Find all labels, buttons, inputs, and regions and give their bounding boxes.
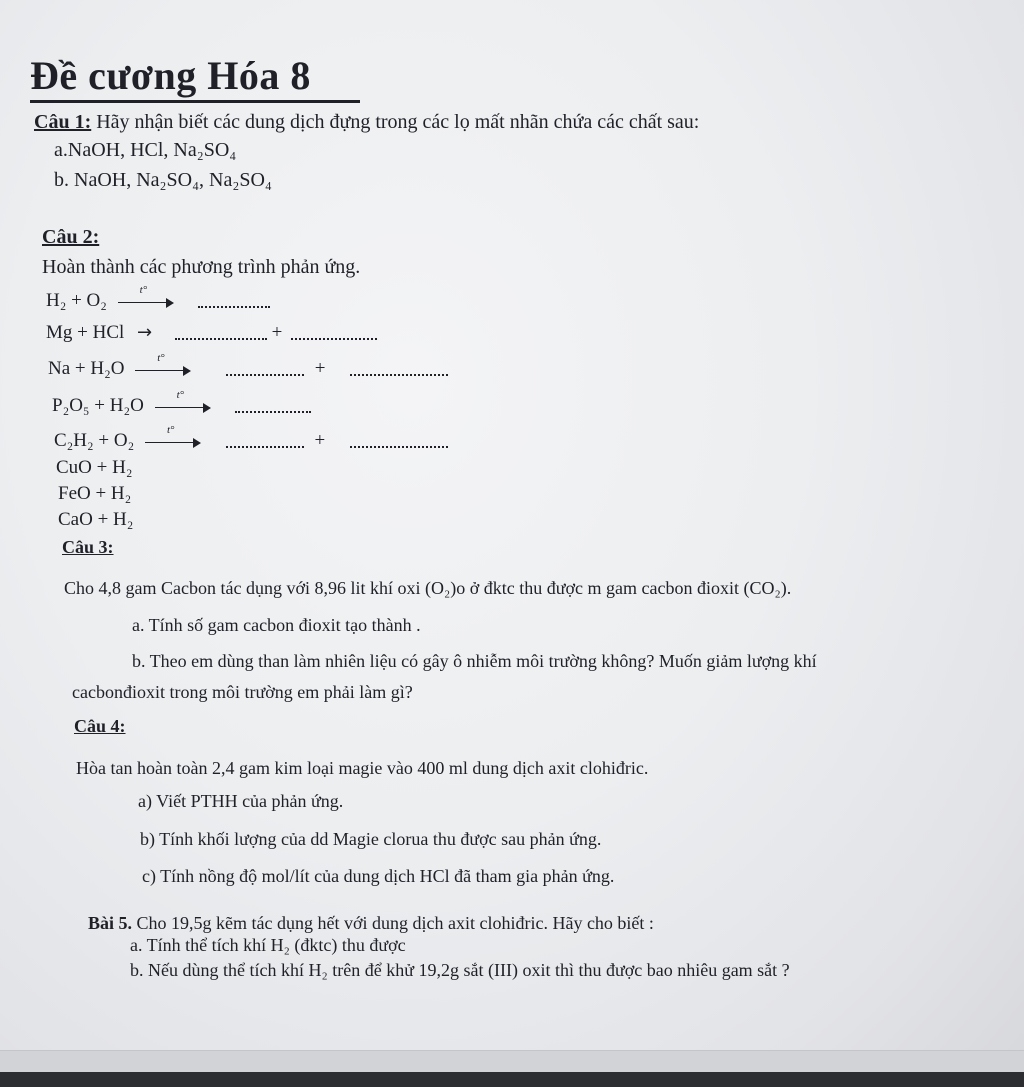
equation-3-reactants: Na + H₂O (48, 358, 125, 379)
equation-1-reactants: H₂ + O₂ (46, 290, 107, 311)
arrow-label: t° (139, 283, 148, 296)
cau4-text: Hòa tan hoàn toàn 2,4 gam kim loại magie vào 400 ml dung dịch axit clohiđric. (76, 758, 649, 778)
arrow-heat-icon (118, 283, 174, 308)
page-title: Đề cương Hóa 8 (30, 53, 311, 98)
plus-sign: + (314, 358, 326, 379)
arrow-label: t° (157, 351, 165, 364)
arrow-icon: → (137, 322, 153, 343)
cau1-b: b. NaOH, Na₂SO₄, Na₂SO₄ (54, 169, 272, 191)
bai5-a: a. Tính thể tích khí H₂ (đktc) thu được (130, 935, 406, 955)
screen-bottom-strip (0, 1050, 1024, 1073)
blank-product (198, 296, 270, 308)
cau1-label: Câu 1: (34, 111, 92, 133)
arrow-heat-icon (135, 351, 191, 376)
arrow-heat-icon (145, 423, 201, 448)
equation-4 (52, 388, 311, 417)
cau2-label: Câu 2: (42, 226, 100, 248)
plus-sign: + (314, 430, 326, 451)
bai5-text: Cho 19,5g kẽm tác dụng hết với dung dịch axit clohiđric. Hãy cho biết : (136, 913, 654, 933)
cau3-b-line2: cacbonđioxit trong môi trường em phải làm gì? (72, 682, 413, 702)
bai5-b: b. Nếu dùng thể tích khí H₂ trên để khử 19,2g sắt (III) oxit thì thu được bao nhiêu gam sắt ? (130, 960, 790, 980)
cau3-label: Câu 3: (62, 537, 114, 557)
equation-3 (48, 351, 448, 380)
blank-product (291, 328, 377, 340)
equation-5 (54, 423, 448, 452)
cau2-text: Hoàn thành các phương trình phản ứng. (42, 256, 361, 278)
equation-2-reactants: Mg + HCl (46, 322, 125, 343)
bai5-label: Bài 5. (88, 913, 133, 933)
cau1-line (34, 111, 699, 134)
blank-product (350, 364, 448, 376)
monitor-bezel (0, 1072, 1024, 1087)
cau4-a: a) Viết PTHH của phản ứng. (138, 791, 344, 811)
blank-product (226, 436, 304, 448)
blank-product (175, 328, 267, 340)
cau4-b: b) Tính khối lượng của dd Magie clorua thu được sau phản ứng. (140, 829, 602, 849)
equation-2 (46, 322, 377, 344)
equation-4-reactants: P₂O₅ + H₂O (52, 395, 144, 416)
equation-8: CaO + H₂ (58, 509, 134, 530)
bai5-line (88, 913, 654, 934)
plus-sign: + (271, 322, 283, 343)
equation-1 (46, 283, 270, 312)
blank-product (235, 401, 311, 413)
cau3-text: Cho 4,8 gam Cacbon tác dụng với 8,96 lit khí oxi (O₂)o ở đktc thu được m gam cacbon đioxit (CO₂). (64, 578, 792, 598)
cau1-text: Hãy nhận biết các dung dịch đựng trong các lọ mất nhãn chứa các chất sau: (96, 111, 700, 133)
blank-product (226, 364, 304, 376)
blank-product (350, 436, 448, 448)
cau3-b-line1: b. Theo em dùng than làm nhiên liệu có gây ô nhiễm môi trường không? Muốn giảm lượng khí (132, 651, 817, 671)
title-underline (30, 100, 360, 103)
arrow-label: t° (166, 423, 175, 436)
cau1-a: a.NaOH, HCl, Na₂SO₄ (54, 139, 237, 161)
equation-5-reactants: C₂H₂ + O₂ (54, 430, 135, 451)
arrow-heat-icon (155, 388, 211, 413)
cau3-a: a. Tính số gam cacbon đioxit tạo thành . (132, 615, 421, 635)
equation-7: FeO + H₂ (58, 483, 132, 504)
arrow-label: t° (176, 388, 185, 401)
cau4-label: Câu 4: (74, 716, 126, 736)
equation-6: CuO + H₂ (56, 457, 133, 478)
cau4-c: c) Tính nồng độ mol/lít của dung dịch HCl đã tham gia phản ứng. (142, 866, 615, 886)
